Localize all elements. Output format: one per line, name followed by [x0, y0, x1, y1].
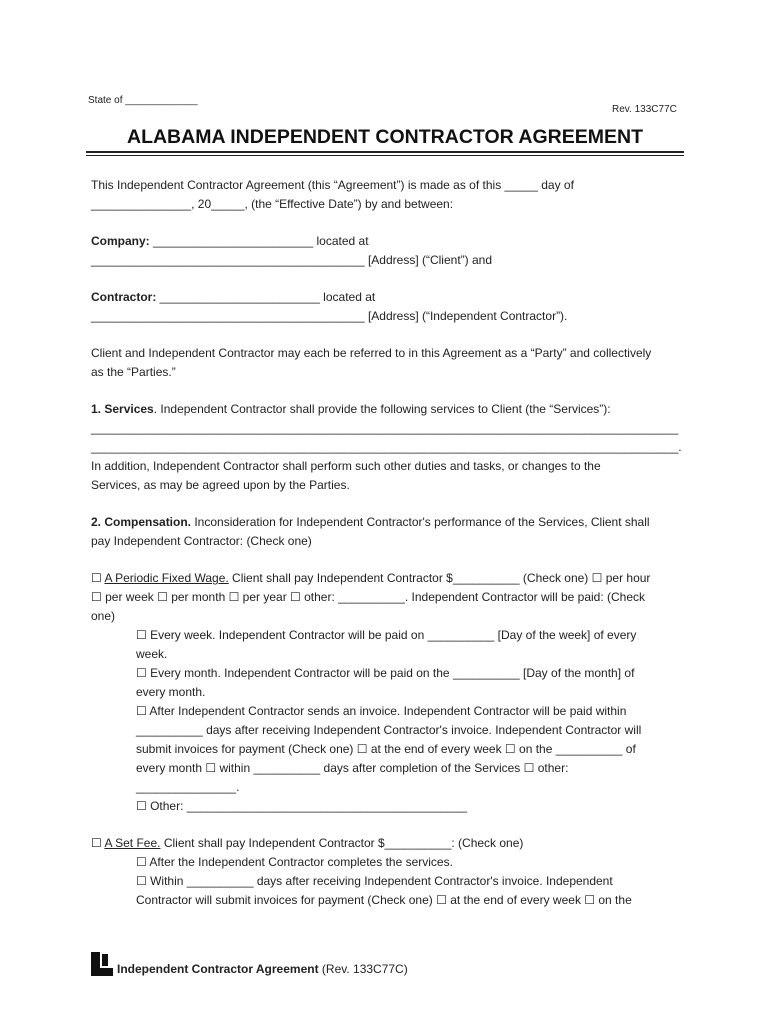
periodic-wage-checkbox[interactable]: ☐ [91, 571, 105, 585]
set-fee-checkbox[interactable]: ☐ [91, 836, 105, 850]
periodic-option-other[interactable]: ☐ Other: __________________________________________ [136, 799, 468, 813]
periodic-wage-line-2: ☐ per week ☐ per month ☐ per year ☐ other: __________. Independent Contractor will be paid: (Check [91, 590, 646, 604]
services-heading: 1. Services [91, 402, 154, 416]
legal-templates-logo-icon [91, 952, 113, 976]
services-blank-2: ________________________________________________________________________________________. [91, 440, 682, 454]
services-line-4: In addition, Independent Contractor shall perform such other duties and tasks, or changes to the [91, 459, 601, 473]
periodic-wage-text: Client shall pay Independent Contractor $__________ (Check one) ☐ per hour [228, 571, 651, 585]
intro-line-1: This Independent Contractor Agreement (this “Agreement”) is made as of this _____ day of [91, 178, 574, 192]
contractor-name-blank: ________________________ located at [156, 290, 376, 304]
set-fee-label: A Set Fee. [104, 836, 161, 850]
contractor-line-1 [91, 288, 686, 307]
title-rule-thick [86, 151, 684, 153]
set-fee-option-completion[interactable]: ☐ After the Independent Contractor completes the services. [136, 855, 453, 869]
set-fee-line-1 [91, 834, 686, 853]
compensation-line-2: pay Independent Contractor: (Check one) [91, 534, 312, 548]
periodic-option-invoice[interactable]: ☐ After Independent Contractor sends an invoice. Independent Contractor will be paid within [136, 704, 627, 718]
services-line-5: Services, as may be agreed upon by the Parties. [91, 478, 350, 492]
company-line-1 [91, 232, 686, 251]
periodic-wage-label: A Periodic Fixed Wage. [104, 571, 229, 585]
revision-code: Rev. 133C77C [612, 104, 677, 115]
periodic-option-every-month-cont: every month. [136, 685, 206, 699]
services-line-1 [91, 400, 686, 419]
intro-line-2: _______________, 20_____, (the “Effective Date”) by and between: [91, 197, 454, 211]
agreement-body [91, 176, 686, 910]
contractor-address-line: _________________________________________ [Address] (“Independent Contractor”). [91, 309, 568, 323]
footer-text [117, 962, 408, 976]
contractor-label: Contractor: [91, 290, 157, 304]
set-fee-option-invoice-l2: Contractor will submit invoices for payment (Check one) ☐ at the end of every week ☐ on the [136, 893, 632, 907]
set-fee-text: Client shall pay Independent Contractor $__________: (Check one) [160, 836, 524, 850]
services-text: . Independent Contractor shall provide the following services to Client (the “Services”): [153, 402, 611, 416]
company-address-line: _________________________________________ [Address] (“Client”) and [91, 253, 493, 267]
document-title: ALABAMA INDEPENDENT CONTRACTOR AGREEMENT [126, 126, 644, 148]
set-fee-option-invoice[interactable]: ☐ Within __________ days after receiving Independent Contractor's invoice. Independent [136, 874, 613, 888]
company-label: Company: [91, 234, 150, 248]
services-blank-1: ________________________________________________________________________________________ [91, 421, 679, 435]
periodic-option-invoice-l2: __________ days after receiving Independent Contractor's invoice. Independent Contractor will [136, 723, 642, 737]
parties-line-2: as the “Parties.” [91, 365, 176, 379]
compensation-line-1 [91, 513, 686, 532]
title-rule-thin [86, 155, 684, 156]
periodic-option-invoice-l5: _______________. [136, 780, 240, 794]
periodic-option-every-week-cont: week. [136, 647, 168, 661]
company-name-blank: ________________________ located at [149, 234, 369, 248]
periodic-wage-line-1 [91, 569, 686, 588]
periodic-option-invoice-l3: submit invoices for payment (Check one) ☐ at the end of every week ☐ on the __________ of [136, 742, 636, 756]
footer-title: Independent Contractor Agreement [117, 962, 319, 976]
footer-revision: (Rev. 133C77C) [318, 962, 408, 976]
compensation-heading: 2. Compensation. [91, 515, 192, 529]
state-line: State of _____________ [88, 95, 198, 106]
compensation-text: Inconsideration for Independent Contractor's performance of the Services, Client shall [191, 515, 650, 529]
periodic-option-invoice-l4: every month ☐ within __________ days after completion of the Services ☐ other: [136, 761, 569, 775]
parties-line-1: Client and Independent Contractor may each be referred to in this Agreement as a “Party” and collectively [91, 346, 652, 360]
periodic-option-every-week[interactable]: ☐ Every week. Independent Contractor will be paid on __________ [Day of the week] of every [136, 628, 637, 642]
periodic-wage-line-3: one) [91, 609, 116, 623]
periodic-option-every-month[interactable]: ☐ Every month. Independent Contractor will be paid on the __________ [Day of the month] of [136, 666, 635, 680]
